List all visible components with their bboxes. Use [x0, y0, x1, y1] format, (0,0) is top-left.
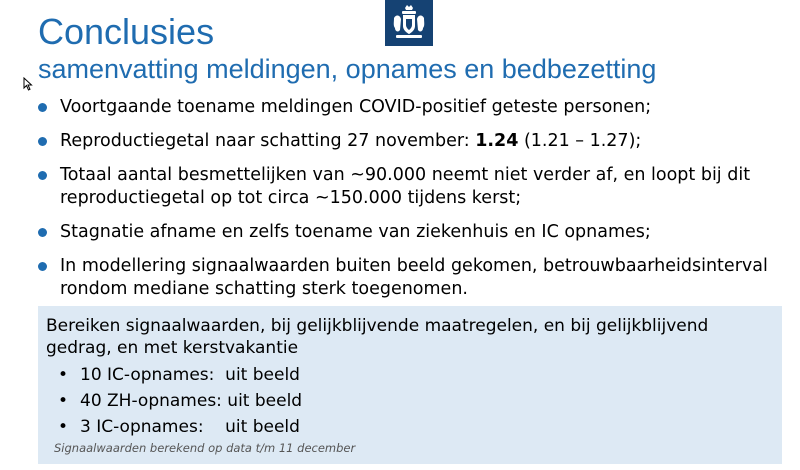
slide-title: Conclusies	[38, 11, 215, 52]
emblem-icon	[385, 0, 433, 46]
slide-subtitle: samenvatting meldingen, opnames en bedbezetting	[38, 54, 657, 84]
footnote: Signaalwaarden berekend op data t/m 11 december	[54, 441, 356, 455]
conclusion-list	[38, 96, 788, 312]
signal-values-list	[58, 362, 302, 440]
signal-values-box	[38, 306, 782, 464]
list-item: Voortgaande toename meldingen COVID-positief geteste personen;	[38, 96, 788, 119]
mouse-pointer-icon	[23, 77, 33, 91]
list-item: Totaal aantal besmettelijken van ~90.000 neemt niet verder af, en loopt bij dit reproductiegetal op tot circa ~150.000 tijdens kerst;	[38, 164, 788, 210]
rijksoverheid-logo	[385, 0, 433, 46]
list-item: Stagnatie afname en zelfs toename van ziekenhuis en IC opnames;	[38, 221, 788, 244]
reproduction-number: 1.24	[475, 131, 519, 151]
bullet-icon	[38, 137, 47, 146]
list-item: • 3 IC-opnames: uit beeld	[58, 417, 300, 437]
list-item: In modellering signaalwaarden buiten beeld gekomen, betrouwbaarheidsinterval rondom mediane schatting sterk toegenomen.	[38, 255, 788, 301]
list-item: • 40 ZH-opnames: uit beeld	[58, 391, 303, 411]
bullet-icon	[38, 171, 47, 180]
bullet-icon	[38, 103, 47, 112]
bullet-icon	[38, 228, 47, 237]
bullet-icon	[38, 262, 47, 271]
list-item: • 10 IC-opnames: uit beeld	[58, 365, 300, 385]
list-item: Reproductiegetal naar schatting 27 november: 1.24 (1.21 – 1.27);	[38, 130, 788, 153]
box-heading: Bereiken signaalwaarden, bij gelijkblijvende maatregelen, en bij gelijkblijvend gedrag, en met kerstvakantie	[46, 316, 709, 358]
